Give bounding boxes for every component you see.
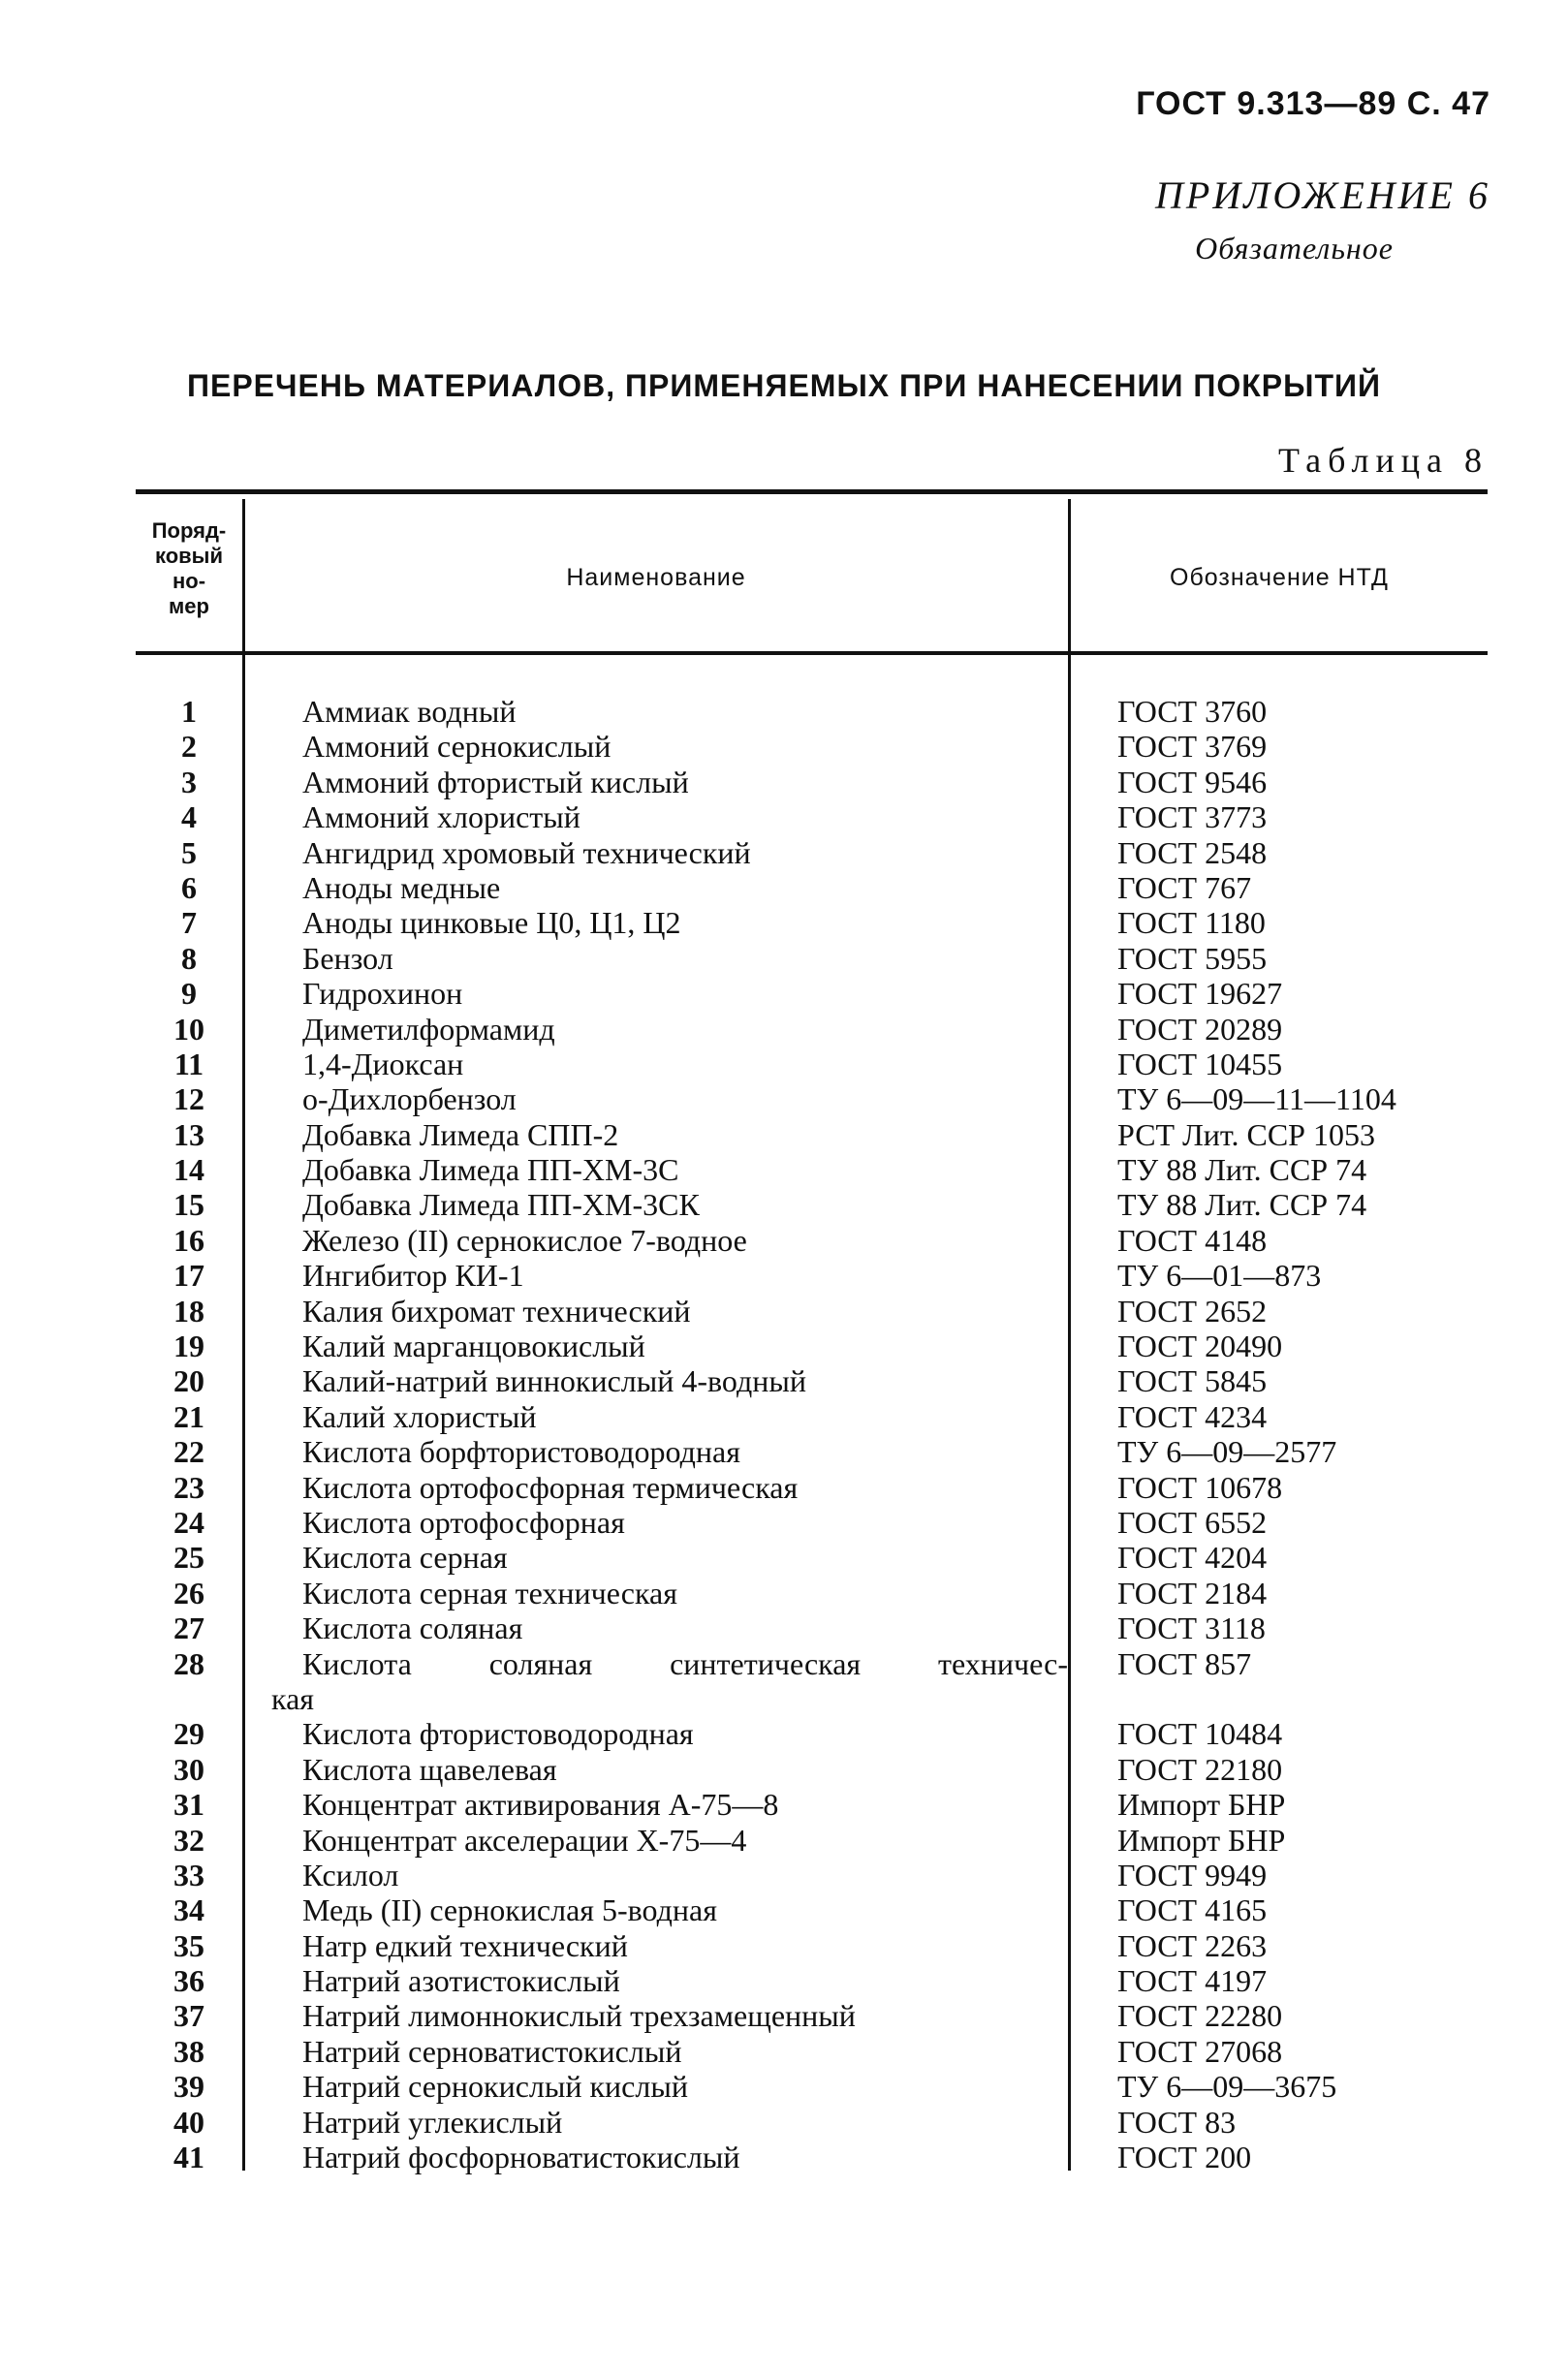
row-number: 38 — [173, 2033, 204, 2069]
row-ntd: ГОСТ 5845 — [1117, 1363, 1268, 1399]
row-name: Гидрохинон — [302, 976, 463, 1012]
document-title: ПЕРЕЧЕНЬ МАТЕРИАЛОВ, ПРИМЕНЯЕМЫХ ПРИ НАНЕСЕНИИ ПОКРЫТИЙ — [186, 368, 1381, 403]
row-name: Натрий углекислый — [302, 2104, 563, 2140]
row-number: 30 — [173, 1751, 204, 1787]
row-number: 6 — [181, 869, 197, 905]
table-row — [0, 870, 1568, 905]
table-row — [0, 1329, 1568, 1363]
row-name: Аммиак водный — [302, 694, 517, 729]
row-name: Калий-натрий виннокислый 4-водный — [302, 1363, 807, 1399]
table-row — [0, 1434, 1568, 1469]
table-row — [0, 1787, 1568, 1822]
table-row — [0, 2105, 1568, 2140]
row-ntd: ГОСТ 6552 — [1117, 1504, 1268, 1540]
row-ntd: ТУ 88 Лит. ССР 74 — [1117, 1187, 1367, 1223]
row-ntd: ГОСТ 10678 — [1117, 1469, 1283, 1505]
row-number: 28 — [173, 1645, 204, 1681]
column-header-num-text: Поряд- ковый но- мер — [151, 518, 227, 618]
row-ntd: ГОСТ 10484 — [1117, 1716, 1283, 1752]
table-row — [0, 1152, 1568, 1187]
row-number: 5 — [181, 834, 197, 870]
row-number: 8 — [181, 940, 197, 976]
row-name: Кислота ортофосфорная термическая — [302, 1469, 799, 1505]
table-row — [0, 835, 1568, 870]
row-number: 34 — [173, 1892, 204, 1928]
table-row — [0, 1963, 1568, 1998]
row-ntd: ГОСТ 20490 — [1117, 1329, 1283, 1364]
row-number: 14 — [173, 1152, 204, 1188]
row-number: 7 — [181, 905, 197, 941]
appendix-title: ПРИЛОЖЕНИЕ 6 — [1155, 173, 1490, 217]
row-ntd: ГОСТ 3773 — [1117, 799, 1268, 835]
row-number: 15 — [173, 1187, 204, 1223]
row-ntd: ГОСТ 22280 — [1117, 1998, 1283, 2034]
table-row — [0, 1258, 1568, 1293]
row-name: о-Дихлорбензол — [302, 1081, 517, 1117]
row-ntd: ГОСТ 2263 — [1117, 1927, 1268, 1963]
table-row — [0, 1716, 1568, 1751]
row-ntd: РСТ Лит. ССР 1053 — [1117, 1116, 1375, 1152]
appendix-status: Обязательное — [1195, 231, 1394, 266]
row-number: 31 — [173, 1787, 204, 1823]
row-number: 29 — [173, 1716, 204, 1752]
row-name: Медь (II) сернокислая 5-водная — [302, 1892, 717, 1928]
row-ntd: ТУ 6—01—873 — [1117, 1258, 1322, 1294]
row-name: Калий хлористый — [302, 1398, 537, 1434]
row-number: 21 — [173, 1398, 204, 1434]
table-row — [0, 1470, 1568, 1505]
table-row — [0, 2140, 1568, 2174]
row-number: 32 — [173, 1822, 204, 1858]
row-number: 17 — [173, 1258, 204, 1294]
row-number: 19 — [173, 1329, 204, 1364]
table-row — [0, 1117, 1568, 1152]
row-name: Кислота серная техническая — [302, 1575, 677, 1610]
row-number: 24 — [173, 1504, 204, 1540]
table-row — [0, 1399, 1568, 1434]
row-number: 10 — [173, 1011, 204, 1047]
page-header: ГОСТ 9.313—89 С. 47 — [1136, 85, 1490, 122]
row-number: 36 — [173, 1963, 204, 1999]
row-ntd: ГОСТ 2548 — [1117, 834, 1268, 870]
row-name: Кислота соляная — [302, 1610, 523, 1646]
table-row — [0, 694, 1568, 729]
row-name: Натрий сернокислый кислый — [302, 2069, 688, 2105]
table-row — [0, 1363, 1568, 1398]
row-ntd: ТУ 6—09—2577 — [1117, 1434, 1337, 1470]
table-row — [0, 1047, 1568, 1081]
row-ntd: ГОСТ 3760 — [1117, 694, 1268, 729]
row-ntd: ГОСТ 200 — [1117, 2140, 1252, 2175]
row-name: Добавка Лимеда ПП-ХМ-3СК — [302, 1187, 700, 1223]
table-row — [0, 1223, 1568, 1258]
row-name: Бензол — [302, 940, 393, 976]
row-ntd: ГОСТ 767 — [1117, 869, 1252, 905]
table-row — [0, 1892, 1568, 1927]
row-name: Натрий серноватистокислый — [302, 2033, 682, 2069]
row-number: 37 — [173, 1998, 204, 2034]
row-name: Натр едкий технический — [302, 1927, 628, 1963]
row-name: Кислота соляная синтетическая техничес- — [302, 1645, 1068, 1681]
row-name: Добавка Лимеда СПП-2 — [302, 1116, 619, 1152]
row-ntd: ГОСТ 4197 — [1117, 1963, 1268, 1999]
row-number: 40 — [173, 2104, 204, 2140]
row-ntd: ГОСТ 5955 — [1117, 940, 1268, 976]
row-number: 13 — [173, 1116, 204, 1152]
row-number: 25 — [173, 1540, 204, 1576]
table-row — [0, 1505, 1568, 1540]
table-row — [0, 799, 1568, 834]
row-name: Ангидрид хромовый технический — [302, 834, 751, 870]
row-ntd: ГОСТ 857 — [1117, 1645, 1252, 1681]
table-row — [0, 1858, 1568, 1892]
row-name: Диметилформамид — [302, 1011, 555, 1047]
row-number: 2 — [181, 729, 197, 765]
table-row — [0, 1610, 1568, 1645]
row-number: 20 — [173, 1363, 204, 1399]
row-name: Натрий фосфорноватистокислый — [302, 2140, 740, 2175]
row-number: 33 — [173, 1857, 204, 1892]
row-number: 35 — [173, 1927, 204, 1963]
row-name: Натрий лимоннокислый трехзамещенный — [302, 1998, 856, 2034]
row-name: Кислота серная — [302, 1540, 508, 1576]
row-ntd: ГОСТ 27068 — [1117, 2033, 1283, 2069]
table-row — [0, 1576, 1568, 1610]
row-name: Аммоний хлористый — [302, 799, 580, 835]
row-name: Кислота ортофосфорная — [302, 1504, 625, 1540]
column-header-ntd: Обозначение НТД — [1170, 564, 1389, 591]
row-name: Ингибитор КИ-1 — [302, 1258, 524, 1294]
row-name: Аммоний сернокислый — [302, 729, 612, 765]
row-ntd: ГОСТ 4165 — [1117, 1892, 1268, 1928]
table-row — [0, 1540, 1568, 1575]
row-name-continuation: кая — [271, 1680, 314, 1716]
table-row — [0, 2069, 1568, 2104]
table-row — [0, 976, 1568, 1011]
row-name: Добавка Лимеда ПП-ХМ-3С — [302, 1152, 679, 1188]
row-number: 16 — [173, 1222, 204, 1258]
row-number: 23 — [173, 1469, 204, 1505]
row-ntd: ГОСТ 1180 — [1117, 905, 1266, 941]
row-name: Кислота щавелевая — [302, 1751, 557, 1787]
row-ntd: ГОСТ 19627 — [1117, 976, 1283, 1012]
row-ntd: ГОСТ 20289 — [1117, 1011, 1283, 1047]
row-ntd: ГОСТ 4234 — [1117, 1398, 1268, 1434]
row-name: Натрий азотистокислый — [302, 1963, 620, 1999]
row-ntd: ГОСТ 4204 — [1117, 1540, 1268, 1576]
table-header-rule — [136, 651, 1488, 655]
table-row — [0, 2034, 1568, 2069]
row-ntd: ГОСТ 2184 — [1117, 1575, 1268, 1610]
row-number: 4 — [181, 799, 197, 835]
row-number: 1 — [181, 694, 197, 729]
row-ntd: ГОСТ 9546 — [1117, 764, 1268, 799]
row-ntd: ГОСТ 4148 — [1117, 1222, 1268, 1258]
row-ntd: Импорт БНР — [1117, 1787, 1286, 1823]
row-number: 41 — [173, 2140, 204, 2175]
row-number: 9 — [181, 976, 197, 1012]
row-ntd: ТУ 88 Лит. ССР 74 — [1117, 1152, 1367, 1188]
table-row — [0, 729, 1568, 764]
table-row — [0, 941, 1568, 976]
row-ntd: ТУ 6—09—3675 — [1117, 2069, 1337, 2105]
row-number: 26 — [173, 1575, 204, 1610]
row-name: Кислота борфтористоводородная — [302, 1434, 740, 1470]
column-header-name: Наименование — [566, 564, 746, 591]
row-name: Аноды цинковые Ц0, Ц1, Ц2 — [302, 905, 681, 941]
table-row — [0, 1187, 1568, 1222]
row-number: 3 — [181, 764, 197, 799]
row-number: 11 — [173, 1046, 204, 1081]
row-ntd: ГОСТ 3769 — [1117, 729, 1268, 765]
table-row — [0, 1294, 1568, 1329]
table-row — [0, 905, 1568, 940]
row-ntd: Импорт БНР — [1117, 1822, 1286, 1858]
row-name: Аноды медные — [302, 869, 501, 905]
row-ntd: ТУ 6—09—11—1104 — [1117, 1081, 1396, 1117]
table-row — [0, 1081, 1568, 1116]
row-name: Концентрат активирования А-75—8 — [302, 1787, 779, 1823]
table-label: Таблица 8 — [1278, 441, 1489, 480]
table-top-rule — [136, 489, 1488, 494]
row-ntd: ГОСТ 22180 — [1117, 1751, 1283, 1787]
row-ntd: ГОСТ 9949 — [1117, 1857, 1268, 1892]
table-body — [0, 694, 1568, 2174]
column-header-num — [136, 518, 242, 619]
row-ntd: ГОСТ 2652 — [1117, 1293, 1268, 1329]
row-number: 39 — [173, 2069, 204, 2105]
row-name: Концентрат акселерации Х-75—4 — [302, 1822, 747, 1858]
row-name: Калий марганцовокислый — [302, 1329, 645, 1364]
row-name: 1,4-Диоксан — [302, 1046, 464, 1081]
row-number: 12 — [173, 1081, 204, 1117]
table-row — [0, 1823, 1568, 1858]
row-ntd: ГОСТ 83 — [1117, 2104, 1237, 2140]
row-name: Аммоний фтористый кислый — [302, 764, 689, 799]
row-ntd: ГОСТ 3118 — [1117, 1610, 1266, 1646]
table-row — [0, 1012, 1568, 1047]
table-row — [0, 1752, 1568, 1787]
row-name: Железо (II) сернокислое 7-водное — [302, 1222, 747, 1258]
row-number: 22 — [173, 1434, 204, 1470]
table-row — [0, 1998, 1568, 2033]
table-row — [0, 1928, 1568, 1963]
row-name: Ксилол — [302, 1857, 399, 1892]
table-row — [0, 1646, 1568, 1717]
row-number: 27 — [173, 1610, 204, 1646]
row-name: Кислота фтористоводородная — [302, 1716, 694, 1752]
row-number: 18 — [173, 1293, 204, 1329]
row-name: Калия бихромат технический — [302, 1293, 691, 1329]
row-ntd: ГОСТ 10455 — [1117, 1046, 1283, 1081]
table-row — [0, 765, 1568, 799]
